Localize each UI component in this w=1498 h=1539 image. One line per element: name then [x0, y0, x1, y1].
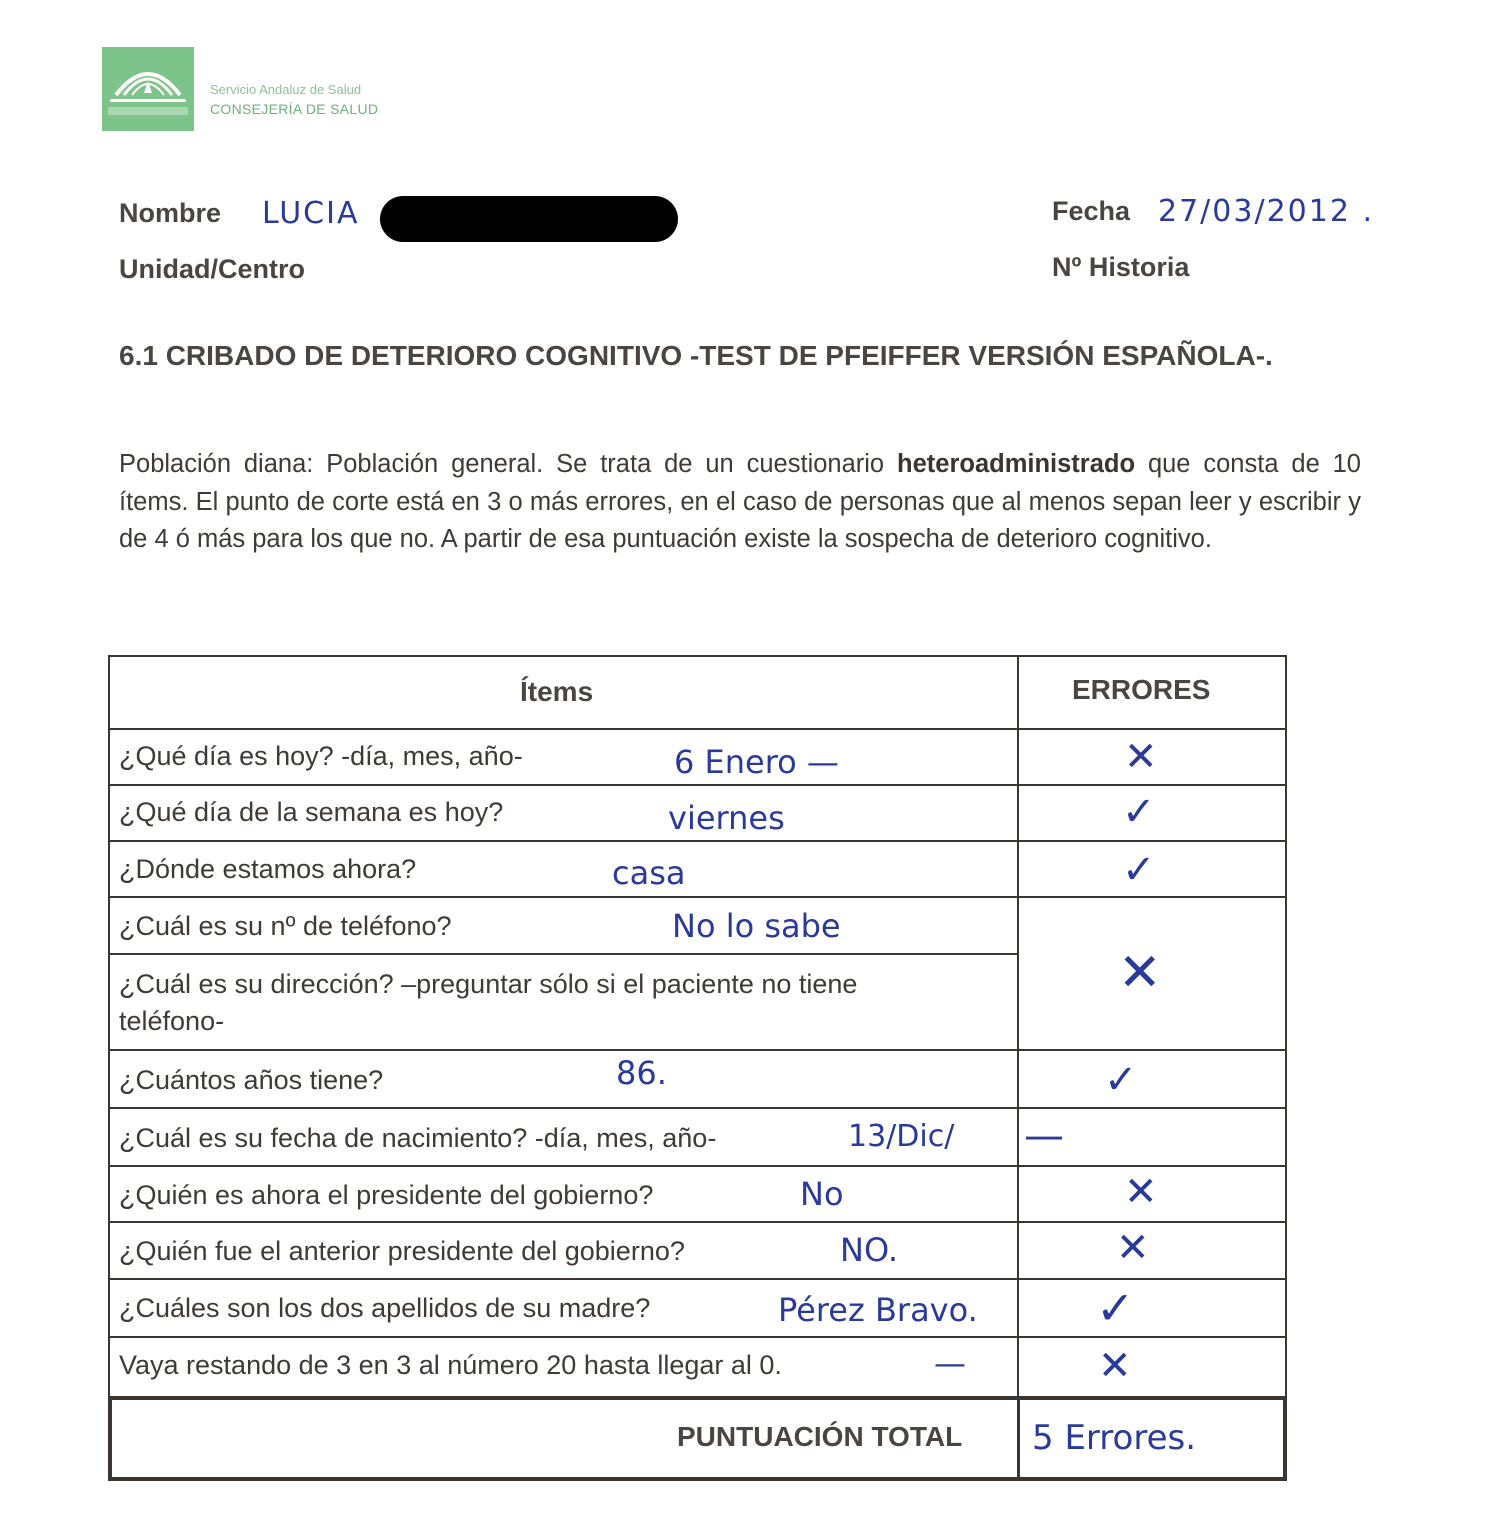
question: Vaya restando de 3 en 3 al número 20 hasta llegar al 0.: [119, 1350, 782, 1380]
name-label: Nombre: [119, 198, 222, 228]
unit-label: Unidad/Centro: [119, 254, 305, 284]
date-label: Fecha: [1052, 196, 1131, 226]
answer: 6 Enero —: [674, 743, 839, 781]
answer: Pérez Bravo.: [778, 1291, 978, 1329]
error-mark: ✕: [1118, 943, 1162, 1003]
answer: No: [800, 1175, 844, 1213]
column-header-items: Ítems: [520, 676, 594, 707]
answer: 13/Dic/: [848, 1119, 955, 1154]
question: ¿Quién fue el anterior presidente del gobierno?: [119, 1236, 685, 1266]
history-label: Nº Historia: [1052, 252, 1190, 282]
org-line-2: CONSEJERÍA DE SALUD: [210, 101, 379, 117]
correct-mark: ✓: [1122, 789, 1156, 835]
name-value: LUCIA: [262, 196, 360, 231]
answer: viernes: [668, 799, 785, 837]
correct-mark: ✓: [1122, 847, 1156, 893]
intro-bold: heteroadministrado: [897, 450, 1136, 478]
question: ¿Cuántos años tiene?: [119, 1065, 384, 1095]
pfeiffer-table: [108, 655, 1287, 1481]
logo: [102, 47, 194, 131]
question: ¿Qué día de la semana es hoy?: [119, 797, 504, 827]
answer: 86.: [616, 1054, 667, 1092]
question: ¿Cuál es su dirección? –preguntar sólo si el paciente no tiene: [119, 969, 858, 999]
answer: casa: [612, 854, 686, 892]
question: ¿Cuál es su fecha de nacimiento? -día, mes, año-: [119, 1123, 717, 1153]
answer: NO.: [840, 1231, 898, 1269]
error-mark: ✕: [1124, 734, 1158, 780]
intro-text-2: que consta de 10 ítems. El punto de corte está en 3 o más errores, en el caso de personas que al menos sepan leer y escribir y de 4 ó más para los que no. A partir de esa puntuación existe la sospecha de deterioro cognitivo.: [119, 450, 1361, 553]
correct-mark: ✓: [1104, 1057, 1138, 1103]
dash-mark: —: [1024, 1113, 1064, 1159]
question: ¿Dónde estamos ahora?: [119, 854, 417, 884]
error-mark: ✕: [1116, 1225, 1150, 1271]
answer: No lo sabe: [672, 907, 841, 945]
answer: —: [934, 1344, 966, 1382]
total-label: PUNTUACIÓN TOTAL: [677, 1421, 963, 1452]
correct-mark: ✓: [1096, 1281, 1135, 1335]
question-continued: teléfono-: [119, 1006, 225, 1036]
question: ¿Cuál es su nº de teléfono?: [119, 911, 452, 941]
redaction-bar: [380, 196, 678, 242]
intro-paragraph: [119, 446, 1361, 559]
date-value: 27/03/2012 .: [1158, 194, 1374, 229]
intro-text-1: Población diana: Población general. Se trata de un cuestionario: [119, 450, 898, 478]
total-value: 5 Errores.: [1032, 1418, 1197, 1458]
error-mark: ✕: [1124, 1169, 1158, 1215]
question: ¿Cuáles son los dos apellidos de su madre?: [119, 1293, 651, 1323]
question: ¿Qué día es hoy? -día, mes, año-: [119, 741, 523, 771]
andalucia-emblem-icon: [102, 47, 194, 131]
question: ¿Quién es ahora el presidente del gobierno?: [119, 1180, 654, 1210]
org-line-1: Servicio Andaluz de Salud: [210, 82, 362, 97]
document-title: 6.1 CRIBADO DE DETERIORO COGNITIVO -TEST DE PFEIFFER VERSIÓN ESPAÑOLA-.: [119, 340, 1273, 371]
column-header-errors: ERRORES: [1072, 674, 1211, 705]
error-mark: ✕: [1098, 1343, 1132, 1389]
